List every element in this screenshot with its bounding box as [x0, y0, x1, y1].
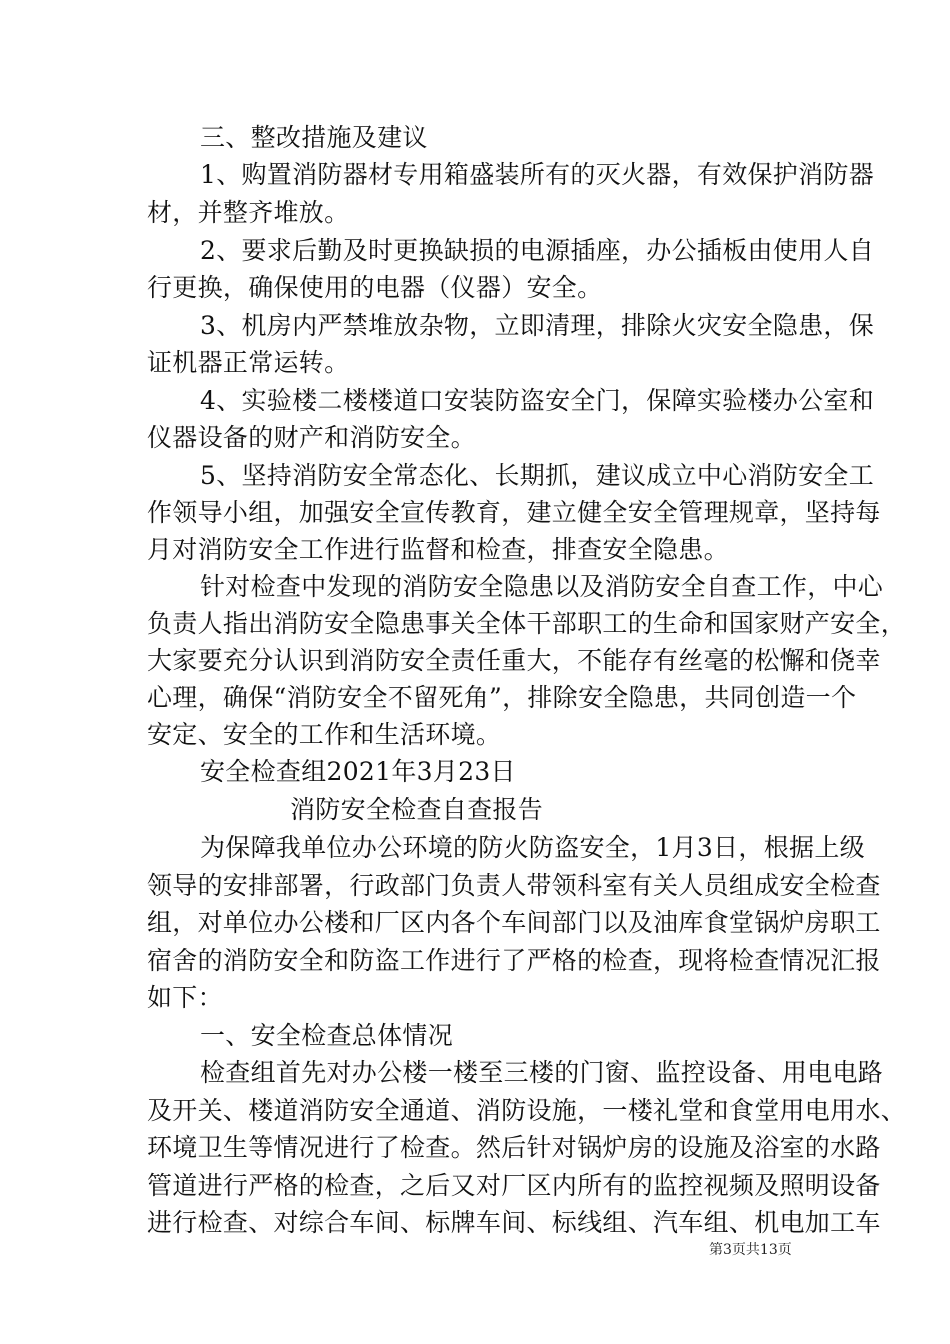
- page-number-footer: 第3页共13页: [709, 1242, 792, 1258]
- paragraph-line: 环境卫生等情况进行了检查。然后针对锅炉房的设施及浴室的水路: [147, 1133, 881, 1162]
- paragraph-line: 为保障我单位办公环境的防火防盗安全，1月3日，根据上级: [200, 833, 865, 862]
- paragraph-line: 领导的安排部署，行政部门负责人带领科室有关人员组成安全检查: [147, 871, 881, 900]
- paragraph-line: 负责人指出消防安全隐患事关全体干部职工的生命和国家财产安全，: [147, 609, 907, 638]
- paragraph-line: 3、机房内严禁堆放杂物，立即清理，排除火灾安全隐患，保: [200, 311, 875, 340]
- paragraph-line: 心理，确保“消防安全不留死角”，排除安全隐患，共同创造一个: [147, 683, 857, 712]
- paragraph-line: 证机器正常运转。: [147, 348, 350, 377]
- paragraph-line: 宿舍的消防安全和防盗工作进行了严格的检查，现将检查情况汇报: [147, 946, 881, 975]
- paragraph-line: 检查组首先对办公楼一楼至三楼的门窗、监控设备、用电电路: [200, 1058, 884, 1087]
- paragraph-line: 安定、安全的工作和生活环境。: [147, 720, 502, 749]
- paragraph-line: 材，并整齐堆放。: [147, 198, 350, 227]
- paragraph-line: 1、购置消防器材专用箱盛装所有的灭火器，有效保护消防器: [200, 160, 875, 189]
- paragraph-line: 管道进行严格的检查，之后又对厂区内所有的监控视频及照明设备: [147, 1171, 881, 1200]
- paragraph-line: 仪器设备的财产和消防安全。: [147, 423, 476, 452]
- paragraph-line: 进行检查、对综合车间、标牌车间、标线组、汽车组、机电加工车: [147, 1208, 881, 1237]
- paragraph-line: 大家要充分认识到消防安全责任重大，不能存有丝毫的松懈和侥幸: [147, 646, 881, 675]
- section-heading-rectification: 三、整改措施及建议: [200, 123, 428, 152]
- paragraph-line: 如下：: [147, 983, 223, 1012]
- paragraph-line: 5、坚持消防安全常态化、长期抓，建议成立中心消防安全工: [200, 461, 875, 490]
- paragraph-line: 针对检查中发现的消防安全隐患以及消防安全自查工作，中心: [200, 572, 884, 601]
- paragraph-line: 及开关、楼道消防安全通道、消防设施，一楼礼堂和食堂用电用水、: [147, 1096, 907, 1125]
- paragraph-line: 月对消防安全工作进行监督和检查，排查安全隐患。: [147, 535, 729, 564]
- paragraph-line: 组，对单位办公楼和厂区内各个车间部门以及油库食堂锅炉房职工: [147, 908, 881, 937]
- paragraph-line: 行更换，确保使用的电器（仪器）安全。: [147, 273, 603, 302]
- paragraph-line: 作领导小组，加强安全宣传教育，建立健全安全管理规章，坚持每: [147, 498, 881, 527]
- report-title: 消防安全检查自查报告: [290, 795, 544, 824]
- paragraph-line: 4、实验楼二楼楼道口安装防盗安全门，保障实验楼办公室和: [200, 386, 875, 415]
- paragraph-line: 2、要求后勤及时更换缺损的电源插座，办公插板由使用人自: [200, 236, 875, 265]
- signature-date-line: 安全检查组2021年3月23日: [200, 757, 516, 786]
- section-heading-overview: 一、安全检查总体情况: [200, 1021, 454, 1050]
